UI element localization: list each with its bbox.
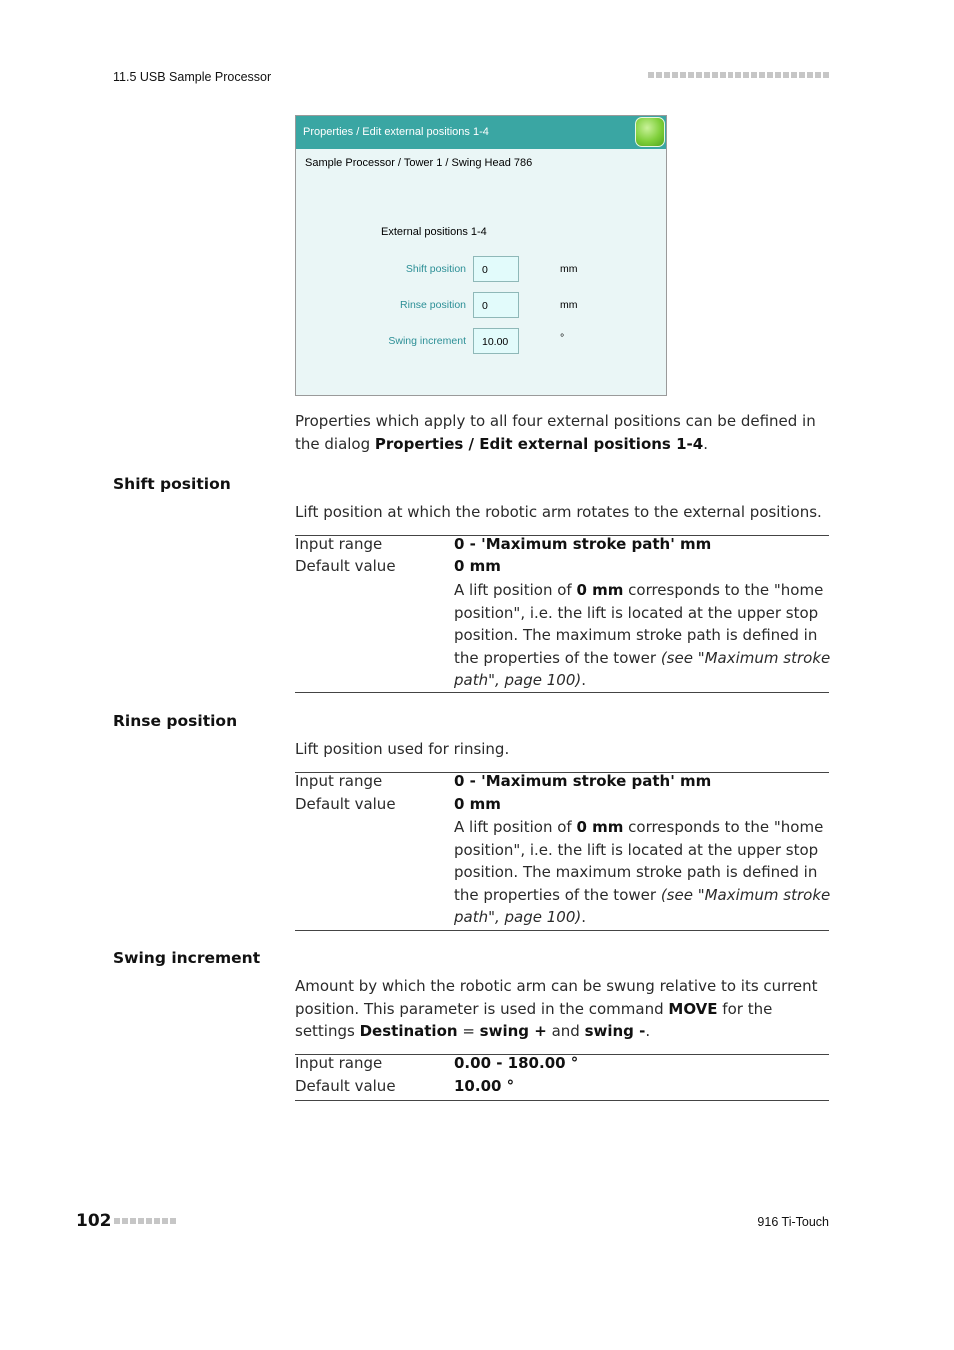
rinse-default-value: 0 mm [454, 795, 501, 813]
shift-note [454, 579, 832, 692]
note-bold: 0 mm [576, 818, 624, 836]
product-name: 916 Ti-Touch [757, 1215, 829, 1229]
dialog-breadcrumb: Sample Processor / Tower 1 / Swing Head 786 [305, 157, 533, 169]
intro-period: . [703, 434, 708, 453]
rinse-note [454, 816, 832, 929]
desc-text: and [546, 1022, 585, 1040]
swing-increment-row [296, 328, 666, 354]
note-text: corresponds to the "home position", i.e. the lift is located at the upper stop position. The maximum stroke path is defined in the properties of the tower [454, 581, 824, 667]
table-rule [295, 1100, 829, 1101]
dialog-section-label: External positions 1-4 [381, 226, 487, 238]
dialog-title: Properties / Edit external positions 1-4 [303, 126, 489, 138]
footer-dash-decoration [114, 1218, 176, 1224]
shift-default-label: Default value [295, 557, 396, 575]
shift-input-range-label: Input range [295, 535, 383, 553]
running-header: 11.5 USB Sample Processor [113, 70, 272, 84]
intro-paragraph [295, 410, 829, 455]
note-text: A lift position of [454, 581, 577, 599]
table-rule [295, 692, 829, 693]
page-reference-link[interactable]: (see "Maximum stroke path", page 100) [454, 648, 831, 689]
note-text: corresponds to the "home position", i.e. the lift is located at the upper stop position. The maximum stroke path is defined in the properties of the tower [454, 818, 824, 904]
shift-default-value: 0 mm [454, 557, 501, 575]
shift-position-unit: mm [560, 263, 578, 275]
swing-increment-description [295, 975, 829, 1043]
shift-input-range-value: 0 - 'Maximum stroke path' mm [454, 535, 712, 553]
swing-increment-field[interactable]: 10.00 [473, 328, 519, 354]
setting-swing-plus: swing + [479, 1022, 547, 1040]
shift-position-row [296, 256, 666, 282]
setting-destination: Destination [359, 1022, 458, 1040]
swing-increment-unit: ° [560, 332, 565, 344]
rinse-default-label: Default value [295, 795, 396, 813]
swing-input-range-value: 0.00 - 180.00 ° [454, 1054, 579, 1072]
rinse-position-label: Rinse position [400, 299, 466, 311]
shift-position-field[interactable]: 0 [473, 256, 519, 282]
intro-dialog-name: Properties / Edit external positions 1-4 [374, 434, 704, 453]
dialog-screenshot [295, 115, 667, 396]
swing-default-value: 10.00 ° [454, 1077, 515, 1095]
rinse-position-unit: mm [560, 299, 578, 311]
swing-input-range-label: Input range [295, 1054, 383, 1072]
note-period: . [581, 908, 587, 926]
swing-increment-label: Swing increment [388, 335, 466, 347]
rinse-input-range-value: 0 - 'Maximum stroke path' mm [454, 772, 712, 790]
header-dash-decoration [648, 72, 829, 80]
rinse-position-description: Lift position used for rinsing. [295, 740, 510, 758]
command-move: MOVE [668, 999, 718, 1018]
page-number: 102 [76, 1211, 112, 1231]
note-bold: 0 mm [576, 581, 624, 599]
desc-text: Amount by which the robotic arm can be swung relative to its current position. This parameter is used in the command [295, 977, 818, 1018]
setting-swing-minus: swing - [584, 1022, 646, 1040]
rinse-position-row [296, 292, 666, 318]
note-text: A lift position of [454, 818, 577, 836]
page-reference-link[interactable]: (see "Maximum stroke path", page 100) [454, 885, 831, 926]
dialog-title-bar [296, 116, 666, 149]
rinse-position-heading: Rinse position [113, 712, 238, 730]
ok-button[interactable] [635, 117, 665, 147]
shift-position-description: Lift position at which the robotic arm rotates to the external positions. [295, 503, 822, 521]
swing-increment-heading: Swing increment [113, 949, 261, 967]
note-period: . [581, 671, 587, 689]
swing-default-label: Default value [295, 1077, 396, 1095]
shift-position-label: Shift position [405, 263, 466, 275]
shift-position-heading: Shift position [113, 475, 231, 493]
table-rule [295, 930, 829, 931]
desc-period: . [645, 1022, 651, 1040]
desc-text: for the settings [295, 999, 773, 1040]
rinse-input-range-label: Input range [295, 772, 383, 790]
intro-text: Properties which apply to all four external positions can be defined in the dialog [295, 412, 816, 453]
rinse-position-field[interactable]: 0 [473, 292, 519, 318]
desc-text: = [457, 1022, 480, 1040]
